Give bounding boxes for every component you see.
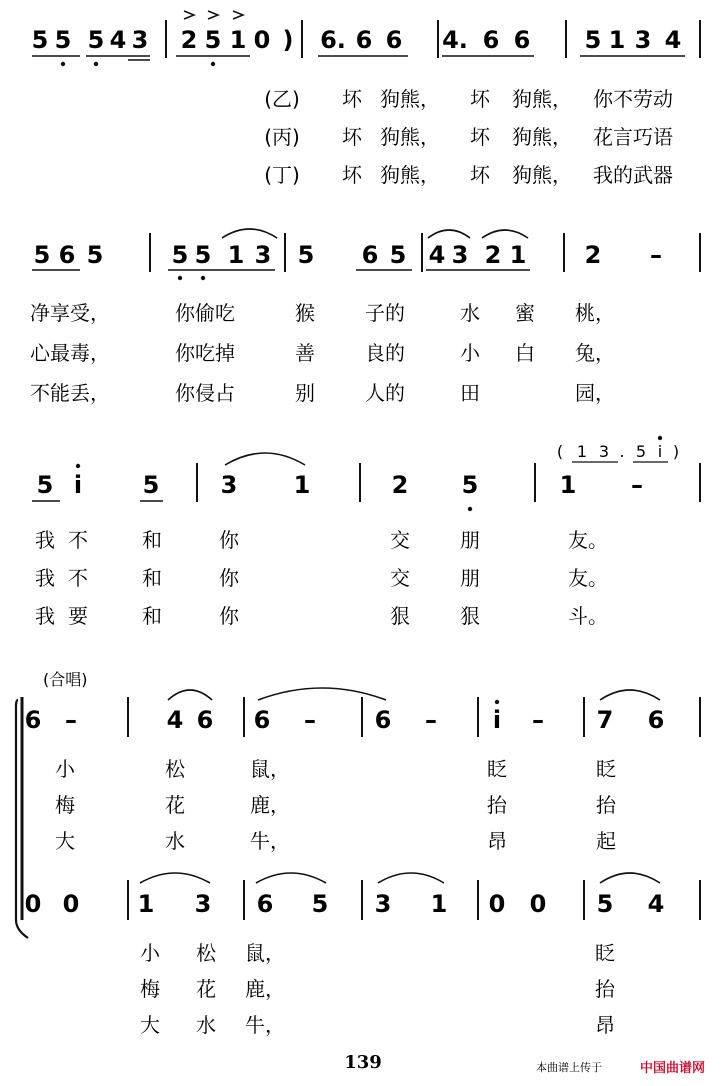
note: 5 bbox=[194, 241, 212, 269]
note: 6 bbox=[355, 26, 373, 54]
lyric: 眨 bbox=[595, 941, 615, 965]
note: 1 bbox=[293, 471, 311, 499]
note: 6 bbox=[58, 241, 76, 269]
slur bbox=[258, 688, 386, 700]
note: 6 bbox=[513, 26, 531, 54]
lyric: 人的 bbox=[365, 381, 405, 405]
note: 2 bbox=[484, 241, 502, 269]
note: 3 bbox=[220, 471, 238, 499]
lyric: 不 bbox=[68, 528, 88, 552]
note: 3 bbox=[374, 890, 392, 918]
note: 1 bbox=[229, 26, 247, 54]
note: 2 bbox=[584, 241, 602, 269]
lyric: 水 bbox=[460, 301, 480, 325]
lyric: 大 bbox=[140, 1013, 160, 1037]
octave-dot bbox=[178, 276, 182, 280]
lyric: 交 bbox=[390, 566, 410, 590]
note: 0 bbox=[488, 890, 506, 918]
lyric: 小 bbox=[460, 341, 480, 365]
lyric: 狗熊， bbox=[512, 87, 572, 111]
lyric: 昂 bbox=[595, 1013, 615, 1037]
intro-note: 3 bbox=[598, 442, 610, 461]
lyric: 良的 bbox=[365, 341, 405, 365]
lyric: 花 bbox=[196, 977, 216, 1001]
lyric: 松 bbox=[165, 757, 185, 781]
note: 4 bbox=[109, 26, 127, 54]
lyric: 花言巧语 bbox=[593, 125, 673, 149]
lyric: 鹿， bbox=[245, 977, 285, 1001]
octave-dot bbox=[201, 276, 205, 280]
note: 3 bbox=[194, 890, 212, 918]
intro-note: 5 bbox=[635, 442, 647, 461]
note: 0 bbox=[24, 890, 42, 918]
lyric: 和 bbox=[142, 604, 162, 628]
note: 2 bbox=[391, 471, 409, 499]
note: – bbox=[65, 706, 77, 734]
slur bbox=[225, 453, 305, 465]
lyric: 狗熊， bbox=[512, 163, 572, 187]
note: 6 bbox=[256, 890, 274, 918]
lyric: 狗熊， bbox=[512, 125, 572, 149]
lyric: 牛， bbox=[250, 829, 290, 853]
note: 5 bbox=[87, 26, 105, 54]
note: 5 bbox=[311, 890, 329, 918]
note: 0 bbox=[253, 26, 271, 54]
slur bbox=[140, 873, 210, 883]
lyric: 和 bbox=[142, 566, 162, 590]
slur bbox=[600, 690, 660, 700]
lyric: 不能丢， bbox=[30, 381, 110, 405]
lyric: 田 bbox=[460, 381, 480, 405]
lyric: 鼠， bbox=[250, 757, 290, 781]
note: 4 bbox=[664, 26, 682, 54]
lyric: 抬 bbox=[487, 793, 507, 817]
note: 0 bbox=[62, 890, 80, 918]
note: 0 bbox=[529, 890, 547, 918]
slur bbox=[168, 690, 212, 700]
note: – bbox=[425, 706, 437, 734]
note: 6. bbox=[320, 26, 346, 54]
lyric: 小 bbox=[140, 941, 160, 965]
lyric: 善 bbox=[295, 341, 315, 365]
lyric: 心最毒， bbox=[30, 341, 110, 365]
lyric: 牛， bbox=[245, 1013, 285, 1037]
note: 5 bbox=[142, 471, 160, 499]
note: – bbox=[650, 241, 662, 269]
lyric: (丙) bbox=[264, 125, 300, 149]
slur bbox=[378, 873, 444, 883]
score-notes bbox=[25, 26, 682, 1037]
lyric: 你 bbox=[219, 604, 239, 628]
lyric: 松 bbox=[196, 941, 216, 965]
lyric: 花 bbox=[165, 793, 185, 817]
lyric: 你 bbox=[219, 566, 239, 590]
note: 1 bbox=[509, 241, 527, 269]
note: 5 bbox=[389, 241, 407, 269]
note: – bbox=[631, 471, 643, 499]
note: 5 bbox=[584, 26, 602, 54]
lyric: 狠 bbox=[460, 604, 480, 628]
lyric: 抬 bbox=[595, 977, 615, 1001]
lyric: 要 bbox=[68, 604, 88, 628]
note: 4 bbox=[647, 890, 665, 918]
octave-dot bbox=[211, 62, 215, 66]
intro-note: 1 bbox=[576, 442, 588, 461]
high-dot bbox=[495, 700, 499, 704]
lyric: 水 bbox=[165, 829, 185, 853]
note: 5 bbox=[54, 26, 72, 54]
lyric: 净享受， bbox=[30, 301, 110, 325]
lyric: 不 bbox=[68, 566, 88, 590]
note: 1 bbox=[559, 471, 577, 499]
note: 6 bbox=[24, 706, 42, 734]
note: 4 bbox=[428, 241, 446, 269]
lyric: 坏 bbox=[470, 87, 490, 111]
lyric: 园， bbox=[575, 381, 615, 405]
lyric: 白 bbox=[515, 341, 535, 365]
note: 5 bbox=[204, 26, 222, 54]
note: 5 bbox=[33, 241, 51, 269]
note: 5 bbox=[596, 890, 614, 918]
octave-dot bbox=[94, 62, 98, 66]
lyric: 抬 bbox=[596, 793, 616, 817]
lyric: 狗熊， bbox=[380, 87, 440, 111]
lyric: 我 bbox=[35, 566, 55, 590]
lyric: 眨 bbox=[487, 757, 507, 781]
lyric: 朋 bbox=[460, 566, 480, 590]
page-number: 139 bbox=[344, 1052, 382, 1073]
lyric: 我 bbox=[35, 528, 55, 552]
lyric: 猴 bbox=[295, 301, 315, 325]
lyric: 朋 bbox=[460, 528, 480, 552]
lyric: (丁) bbox=[264, 163, 300, 187]
note: 6 bbox=[647, 706, 665, 734]
slur bbox=[482, 230, 528, 238]
lyric: 我的武器 bbox=[593, 163, 673, 187]
note: – bbox=[532, 706, 544, 734]
lyric: 坏 bbox=[470, 163, 490, 187]
lyric: 眨 bbox=[596, 757, 616, 781]
note: i bbox=[492, 706, 502, 734]
lyric: 水 bbox=[196, 1013, 216, 1037]
lyric: 桃， bbox=[575, 301, 615, 325]
accent-mark bbox=[208, 11, 218, 19]
high-dot bbox=[658, 436, 662, 440]
lyric: 子的 bbox=[365, 301, 405, 325]
note: 6 bbox=[385, 26, 403, 54]
lyric: 梅 bbox=[140, 977, 160, 1001]
octave-dot bbox=[61, 62, 65, 66]
note: 1 bbox=[430, 890, 448, 918]
lyric: 坏 bbox=[470, 125, 490, 149]
lyric: 和 bbox=[142, 528, 162, 552]
high-dot bbox=[76, 464, 80, 468]
lyric: 梅 bbox=[55, 793, 75, 817]
lyric: 友。 bbox=[568, 566, 608, 590]
lyric: 友。 bbox=[568, 528, 608, 552]
lyric: 你不劳动 bbox=[593, 87, 673, 111]
note: 5 bbox=[171, 241, 189, 269]
note: 1 bbox=[608, 26, 626, 54]
lyric: 你侵占 bbox=[175, 381, 235, 405]
lyric: 坏 bbox=[342, 87, 362, 111]
lyric: 交 bbox=[390, 528, 410, 552]
note: 4 bbox=[166, 706, 184, 734]
lyric: 昂 bbox=[487, 829, 507, 853]
lyric: 斗。 bbox=[568, 604, 608, 628]
lyric: 你偷吃 bbox=[175, 301, 235, 325]
note: 5 bbox=[461, 471, 479, 499]
lyric: 狗熊， bbox=[380, 125, 440, 149]
intro-note: i bbox=[657, 442, 663, 461]
octave-dot bbox=[468, 507, 472, 511]
intro-note: ) bbox=[672, 442, 680, 461]
note: i bbox=[73, 471, 83, 499]
lyric: 别 bbox=[295, 381, 315, 405]
lyric: (乙) bbox=[264, 87, 300, 111]
note: 5 bbox=[36, 471, 54, 499]
note: 7 bbox=[596, 706, 614, 734]
accent-mark bbox=[184, 11, 194, 19]
intro-note: ( bbox=[556, 442, 564, 461]
note: 5 bbox=[297, 241, 315, 269]
slur bbox=[222, 229, 277, 238]
note: 6 bbox=[253, 706, 271, 734]
lyric: 大 bbox=[55, 829, 75, 853]
accent-mark bbox=[233, 11, 243, 19]
note: 3 bbox=[131, 26, 149, 54]
note: 1 bbox=[137, 890, 155, 918]
note: 5 bbox=[86, 241, 104, 269]
intro-note: . bbox=[619, 442, 625, 461]
note: 3 bbox=[254, 241, 272, 269]
lyric: 坏 bbox=[342, 125, 362, 149]
slur bbox=[256, 873, 326, 883]
lyric: 你吃掉 bbox=[175, 341, 235, 365]
slur bbox=[428, 230, 470, 238]
watermark-prefix: 本曲谱上传于 bbox=[536, 1061, 602, 1074]
lyric: 狗熊， bbox=[380, 163, 440, 187]
note: 6 bbox=[482, 26, 500, 54]
note: 6 bbox=[374, 706, 392, 734]
lyric: 小 bbox=[55, 757, 75, 781]
note: 6 bbox=[361, 241, 379, 269]
note: 6 bbox=[196, 706, 214, 734]
lyric: 狠 bbox=[390, 604, 410, 628]
note: 2 bbox=[180, 26, 198, 54]
lyric: 起 bbox=[596, 829, 616, 853]
lyric: 你 bbox=[219, 528, 239, 552]
note: 5 bbox=[31, 26, 49, 54]
note: 3 bbox=[634, 26, 652, 54]
note: 4. bbox=[442, 26, 468, 54]
lyric: 蜜 bbox=[515, 301, 535, 325]
lyric: 鼠， bbox=[245, 941, 285, 965]
note: ) bbox=[282, 26, 294, 54]
lyric: 我 bbox=[35, 604, 55, 628]
lyric: 鹿， bbox=[250, 793, 290, 817]
lyric: 坏 bbox=[342, 163, 362, 187]
chorus-label: (合唱) bbox=[43, 670, 88, 689]
note: 3 bbox=[451, 241, 469, 269]
note: 1 bbox=[227, 241, 245, 269]
watermark-site: 中国曲谱网 bbox=[640, 1061, 706, 1076]
slur bbox=[600, 873, 660, 883]
note: – bbox=[304, 706, 316, 734]
lyric: 兔， bbox=[575, 341, 615, 365]
